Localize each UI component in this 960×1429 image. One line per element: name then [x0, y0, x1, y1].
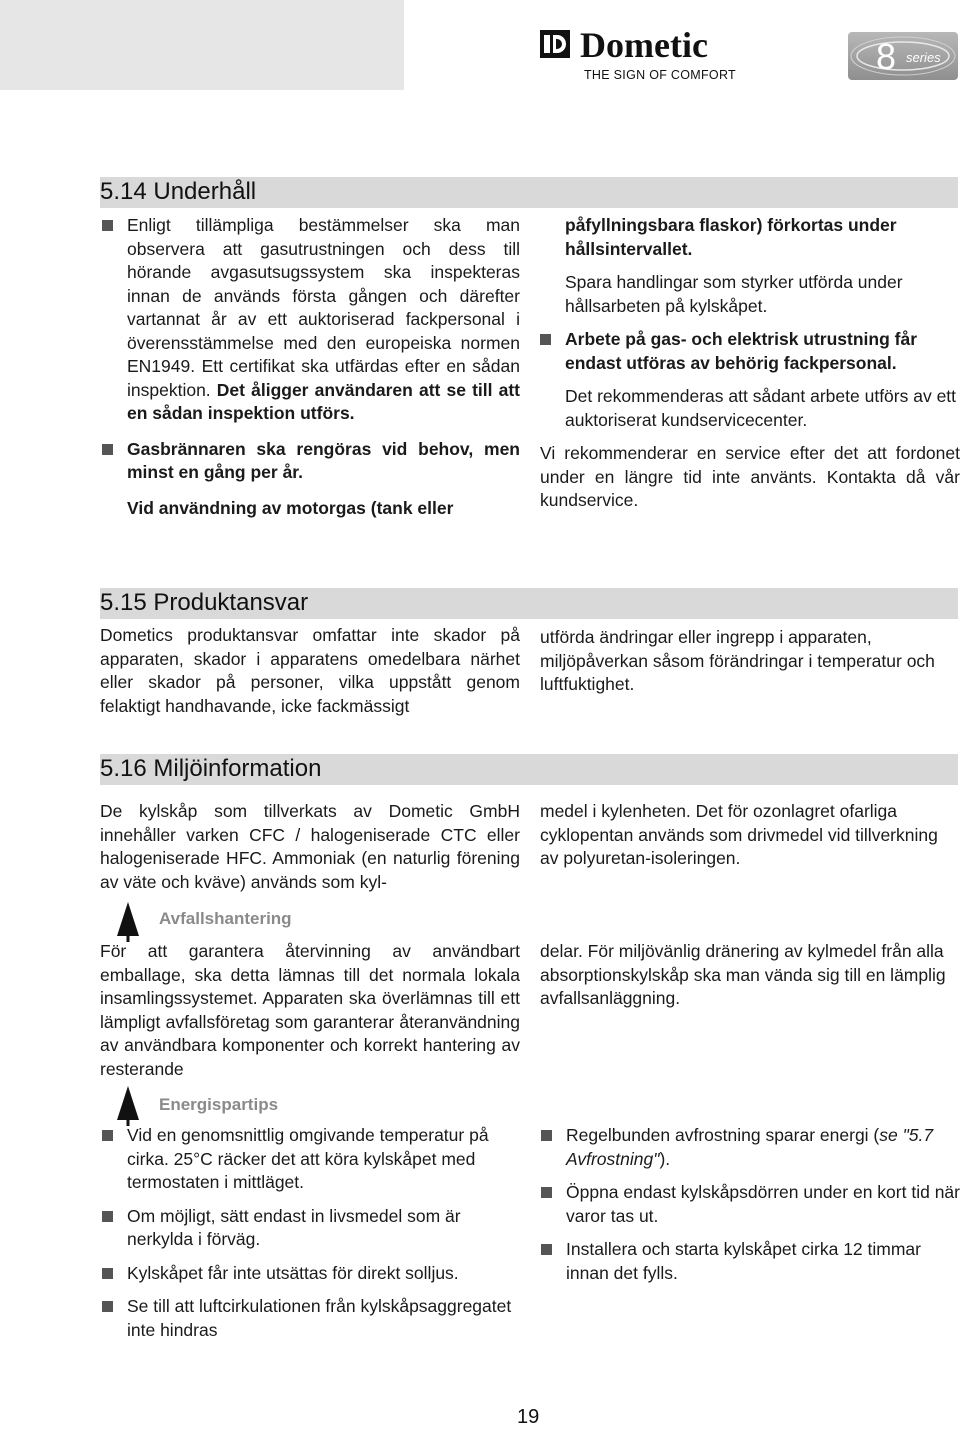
list-item: Kylskåpet får inte utsättas för direkt solljus.	[102, 1262, 520, 1286]
paragraph: Det rekommenderas att sådant arbete utförs av ett auktoriserat kundservicecenter.	[565, 386, 957, 430]
col-5-14-left	[102, 214, 520, 520]
tree-icon	[116, 902, 140, 942]
logo-tagline: THE SIGN OF COMFORT	[584, 68, 736, 82]
bullet-square-icon	[102, 1301, 113, 1312]
bullet-square-icon	[102, 1211, 113, 1222]
col-5-16-left-1	[100, 800, 520, 894]
col-5-15-right	[540, 626, 960, 697]
bullet-square-icon	[102, 220, 113, 231]
page-number: 19	[517, 1406, 540, 1428]
bullet-square-icon	[102, 1268, 113, 1279]
paragraph: För att garantera återvinning av användbart emballage, ska detta lämnas till det normala lokala insamlingssystemet. Apparaten ska överlämnas till ett lämpligt avfallsföretag som garanterar återanvändning av användbara komponenter och korrekt hantering av resterande	[100, 941, 520, 1079]
paragraph: Dometics produktansvar omfattar inte skador på apparaten, skador i apparatens omedelbara närhet eller skador på personer, vilka uppstått genom felaktigt handhavande, icke fackmässigt	[100, 625, 520, 716]
paragraph: delar. För miljövänlig dränering av kylmedel från alla absorptionskylskåp ska man vända sig till en lämplig avfallsanläggning.	[540, 941, 946, 1008]
list-item: Gasbrännaren ska rengöras vid behov, men minst en gång per år.	[102, 438, 520, 485]
list-item: Arbete på gas- och elektrisk utrustning får endast utföras av behörig fackpersonal.	[540, 328, 960, 375]
paragraph: utförda ändringar eller ingrepp i apparaten, miljöpåverkan såsom förändringar i temperatur och luftfuktighet.	[540, 627, 935, 694]
tree-icon	[116, 1086, 140, 1126]
bullet-square-icon	[541, 1130, 552, 1141]
col-energy-tips-right	[541, 1124, 960, 1285]
list-item: Installera och starta kylskåpet cirka 12 timmar innan det fylls.	[541, 1238, 960, 1285]
col-5-16-right-2	[540, 940, 960, 1011]
paragraph: Spara handlingar som styrker utförda under hållsarbeten på kylskåpet.	[565, 272, 903, 316]
bullet-square-icon	[102, 444, 113, 455]
bullet-square-icon	[540, 334, 551, 345]
col-energy-tips-left	[102, 1124, 520, 1342]
section-heading-5-16: 5.16 Miljöinformation	[100, 754, 958, 785]
col-5-16-left-2	[100, 940, 520, 1081]
section-heading-5-14: 5.14 Underhåll	[100, 177, 958, 208]
paragraph: Vid användning av motorgas (tank eller	[127, 497, 454, 518]
subheading-energispartips: Energispartips	[159, 1095, 279, 1114]
list-item: Regelbunden avfrostning sparar energi (se "5.7 Avfrostning").	[541, 1124, 960, 1171]
header-gray-band	[0, 0, 404, 90]
bullet-square-icon	[541, 1187, 552, 1198]
bullet-square-icon	[541, 1244, 552, 1255]
paragraph: medel i kylenheten. Det för ozonlagret ofarliga cyklopentan används som drivmedel vid tillverkning av polyuretan-isoleringen.	[540, 801, 938, 868]
list-item: Vid en genomsnittlig omgivande temperatur på cirka. 25°C räcker det att köra kylskåpet med termostaten i mittläget.	[102, 1124, 520, 1195]
section-heading-5-15: 5.15 Produktansvar	[100, 588, 958, 619]
col-5-16-right-1	[540, 800, 960, 871]
paragraph: De kylskåp som tillverkats av Dometic GmbH innehåller varken CFC / halogeniserade CTC eller halogeniserade HFC. Ammoniak (en naturlig förening av väte och kväve) används som kyl-	[100, 801, 520, 892]
subheading-avfallshantering: Avfallshantering	[159, 909, 292, 928]
list-item: Enligt tillämpliga bestämmelser ska man observera att gasutrustningen och dess till hörande avgasutsugssystem ska inspekteras innan de används första gången och därefter vartannat år av ett auktoriserad fackpersonal i överensstämmelse med den europeiska normen EN1949. Ett certifikat ska utfärdas efter en sådan inspektion. Det åligger användaren att se till att en sådan inspektion utförs.	[102, 214, 520, 426]
col-5-15-left	[100, 624, 520, 718]
dometic-logo-icon	[540, 30, 570, 58]
col-5-14-right	[540, 214, 960, 513]
list-item: Om möjligt, sätt endast in livsmedel som är nerkylda i förväg.	[102, 1205, 520, 1252]
list-item: Öppna endast kylskåpsdörren under en kort tid när varor tas ut.	[541, 1181, 960, 1228]
series-swoosh-icon	[848, 32, 958, 80]
paragraph: Vi rekommenderar en service efter det att fordonet under en längre tid inte använts. Kontakta då vår kundservice.	[540, 443, 960, 510]
series-number: 8	[876, 36, 897, 77]
paragraph: påfyllningsbara flaskor) förkortas under hållsintervallet.	[565, 215, 897, 259]
bullet-square-icon	[102, 1130, 113, 1141]
logo-wordmark: Dometic	[580, 25, 708, 65]
dometic-logo	[540, 25, 750, 86]
list-item: Se till att luftcirkulationen från kylskåpsaggregatet inte hindras	[102, 1295, 520, 1342]
series-badge	[848, 32, 958, 80]
series-word: series	[906, 50, 941, 65]
